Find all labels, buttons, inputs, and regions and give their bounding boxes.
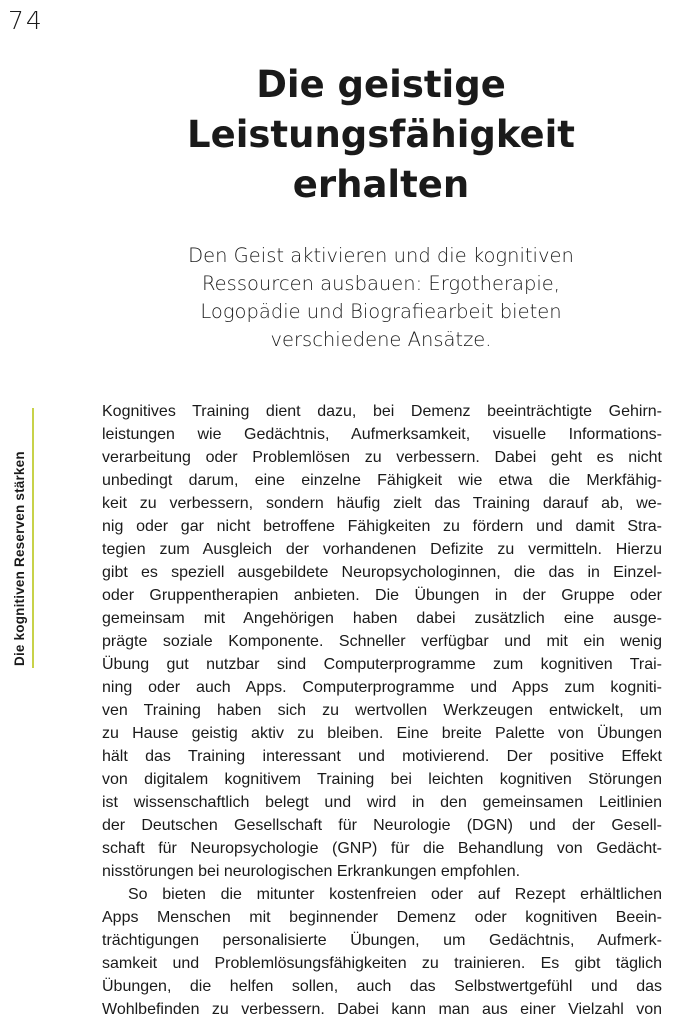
subtitle-line: Den Geist aktivieren und die kognitiven (188, 244, 574, 267)
text-line: Kognitives Training dient dazu, bei Demenz beeinträchtigte Gehirn- (102, 403, 662, 420)
text-line: trächtigungen personalisierte Übungen, um Gedächtnis, Aufmerk- (102, 932, 662, 949)
paragraph-2 (102, 883, 662, 1021)
text-line: tegien zum Ausgleich der vorhandenen Defizite zu vermitteln. Hierzu (102, 541, 662, 558)
subtitle (150, 242, 612, 354)
title-line: Die geistige (256, 63, 506, 106)
subtitle-line: Ressourcen ausbauen: Ergotherapie, (201, 272, 560, 295)
text-line: der Deutschen Gesellschaft für Neurologie (DGN) und der Gesell- (102, 817, 662, 834)
text-line: nisstörungen bei neurologischen Erkrankungen empfohlen. (102, 863, 521, 880)
page-title (100, 60, 662, 210)
title-line: erhalten (292, 163, 470, 206)
paragraph-1 (102, 400, 662, 883)
section-side-label: Die kognitiven Reserven stärken (10, 408, 34, 668)
page-number: 74 (8, 6, 44, 35)
text-line: ning oder auch Apps. Computerprogramme und Apps zum kogniti- (102, 679, 662, 696)
text-line: ven Training haben sich zu wertvollen Werkzeugen entwickelt, um (102, 702, 662, 719)
subtitle-line: Logopädie und Biografiearbeit bieten (200, 300, 562, 323)
text-line: keit zu verbessern, sondern häufig zielt das Training darauf ab, we- (102, 495, 662, 512)
text-line: nig oder gar nicht betroffene Fähigkeiten zu fördern und damit Stra- (102, 518, 662, 535)
text-line: hält das Training interessant und motivierend. Der positive Effekt (102, 748, 662, 765)
text-line: Übungen, die helfen sollen, auch das Selbstwertgefühl und das (102, 978, 662, 995)
text-line: unbedingt darum, eine einzelne Fähigkeit wie etwa die Merkfähig- (102, 472, 662, 489)
text-line: von digitalem kognitivem Training bei leichten kognitiven Störungen (102, 771, 662, 788)
text-line: Übung gut nutzbar sind Computerprogramme zum kognitiven Trai- (102, 656, 662, 673)
text-line: gemeinsam mit Angehörigen haben dabei zusätzlich eine ausge- (102, 610, 662, 627)
text-line: gibt es speziell ausgebildete Neuropsychologinnen, die das in Einzel- (102, 564, 662, 581)
text-line: zu Hause geistig aktiv zu bleiben. Eine breite Palette von Übungen (102, 725, 662, 742)
text-line: schaft für Neuropsychologie (GNP) für die Behandlung von Gedächt- (102, 840, 662, 857)
text-line: verarbeitung oder Problemlösen zu verbessern. Dabei geht es nicht (102, 449, 662, 466)
text-line: ist wissenschaftlich belegt und wird in den gemeinsamen Leitlinien (102, 794, 662, 811)
text-line: leistungen wie Gedächtnis, Aufmerksamkeit, visuelle Informations- (102, 426, 662, 443)
title-line: Leistungsfähigkeit (187, 113, 575, 156)
text-line: oder Gruppentherapien anbieten. Die Übungen in der Gruppe oder (102, 587, 662, 604)
text-line: So bieten die mitunter kostenfreien oder auf Rezept erhältlichen (128, 886, 662, 903)
text-line: samkeit und Problemlösungsfähigkeiten zu trainieren. Es gibt täglich (102, 955, 662, 972)
text-line: Apps Menschen mit beginnender Demenz oder kognitiven Beein- (102, 909, 662, 926)
text-line: Wohlbefinden zu verbessern. Dabei kann man aus einer Vielzahl von (102, 1001, 662, 1018)
body-text (102, 400, 662, 1021)
subtitle-line: verschiedene Ansätze. (270, 328, 492, 351)
text-line: prägte soziale Komponente. Schneller verfügbar und mit ein wenig (102, 633, 662, 650)
